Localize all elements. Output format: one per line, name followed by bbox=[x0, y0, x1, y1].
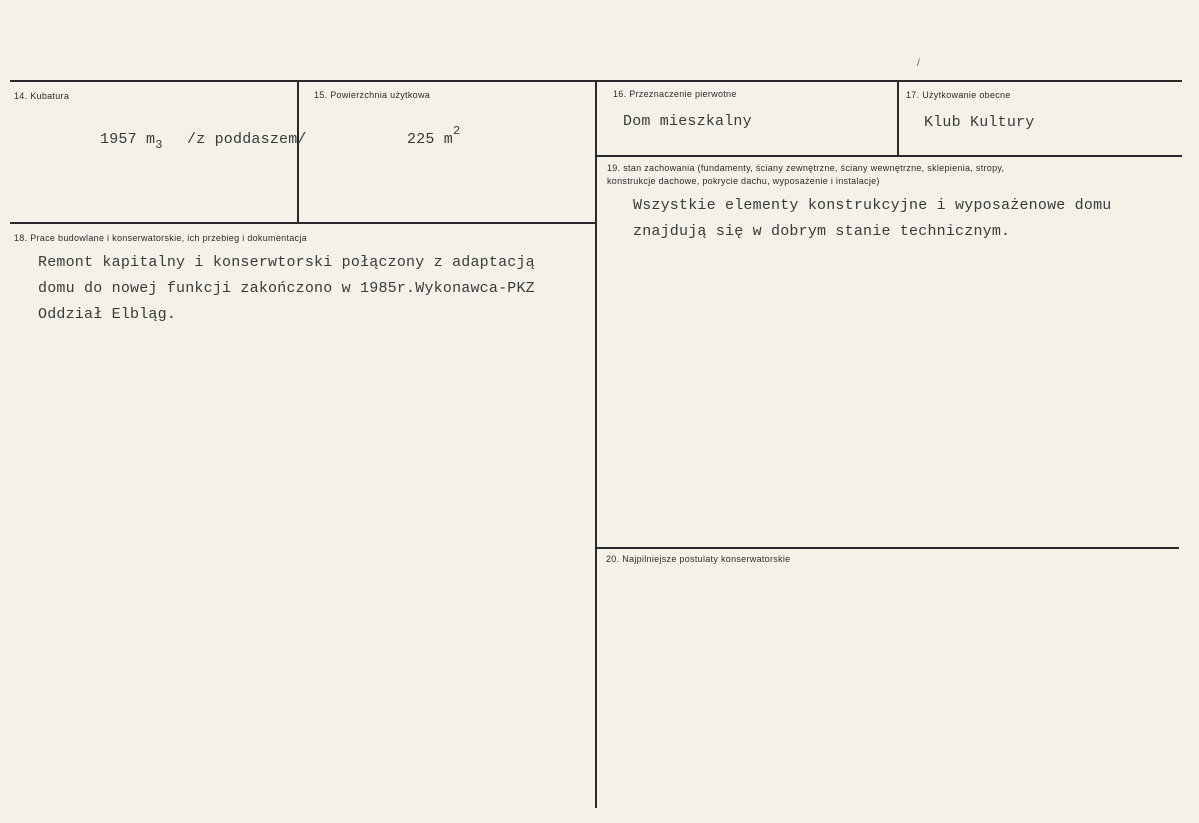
rule-under-14-15 bbox=[10, 222, 596, 224]
rule-under-16-17 bbox=[596, 155, 1182, 157]
field-15-label: 15. Powierzchnia użytkowa bbox=[314, 90, 431, 100]
center-divider bbox=[595, 80, 597, 808]
field-18-label: 18. Prace budowlane i konserwatorskie, ich przebieg i dokumentacja bbox=[14, 233, 307, 243]
divider-16-17 bbox=[897, 80, 899, 156]
field-16-label: 16. Przeznaczenie pierwotne bbox=[613, 89, 737, 99]
field-14-volume-note: /z poddaszem/ bbox=[187, 131, 307, 148]
volume-subscript: 3 bbox=[155, 138, 163, 152]
volume-value: 1957 m bbox=[100, 131, 156, 148]
divider-14-15 bbox=[297, 80, 299, 223]
field-16-value: Dom mieszkalny bbox=[623, 113, 752, 130]
field-17-value: Klub Kultury bbox=[924, 114, 1035, 131]
rule-above-20 bbox=[596, 547, 1179, 549]
area-superscript: 2 bbox=[453, 124, 461, 138]
pencil-mark: / bbox=[917, 58, 920, 69]
field-19-label: 19. stan zachowania (fundamenty, ściany zewnętrzne, ściany wewnętrzne, sklepienia, stropy, konstrukcje dachowe, pokrycie dachu, wyposażenie i instalacje) bbox=[607, 163, 1005, 186]
field-14-label: 14. Kubatura bbox=[14, 91, 70, 101]
field-20-label: 20. Najpilniejsze postulaty konserwatorskie bbox=[606, 554, 791, 564]
field-18-text: Remont kapitalny i konserwtorski połączony z adaptacją domu do nowej funkcji zakończono w 1985r.Wykonawca-PKZ Oddział Elbląg. bbox=[38, 254, 535, 323]
field-14-volume bbox=[100, 131, 163, 152]
field-17-label: 17. Użytkowanie obecne bbox=[906, 90, 1011, 100]
area-value: 225 m bbox=[407, 131, 454, 148]
field-15-area bbox=[407, 124, 461, 148]
field-19-text: Wszystkie elementy konstrukcyjne i wyposażenowe domu znajdują się w dobrym stanie technicznym. bbox=[633, 197, 1112, 240]
